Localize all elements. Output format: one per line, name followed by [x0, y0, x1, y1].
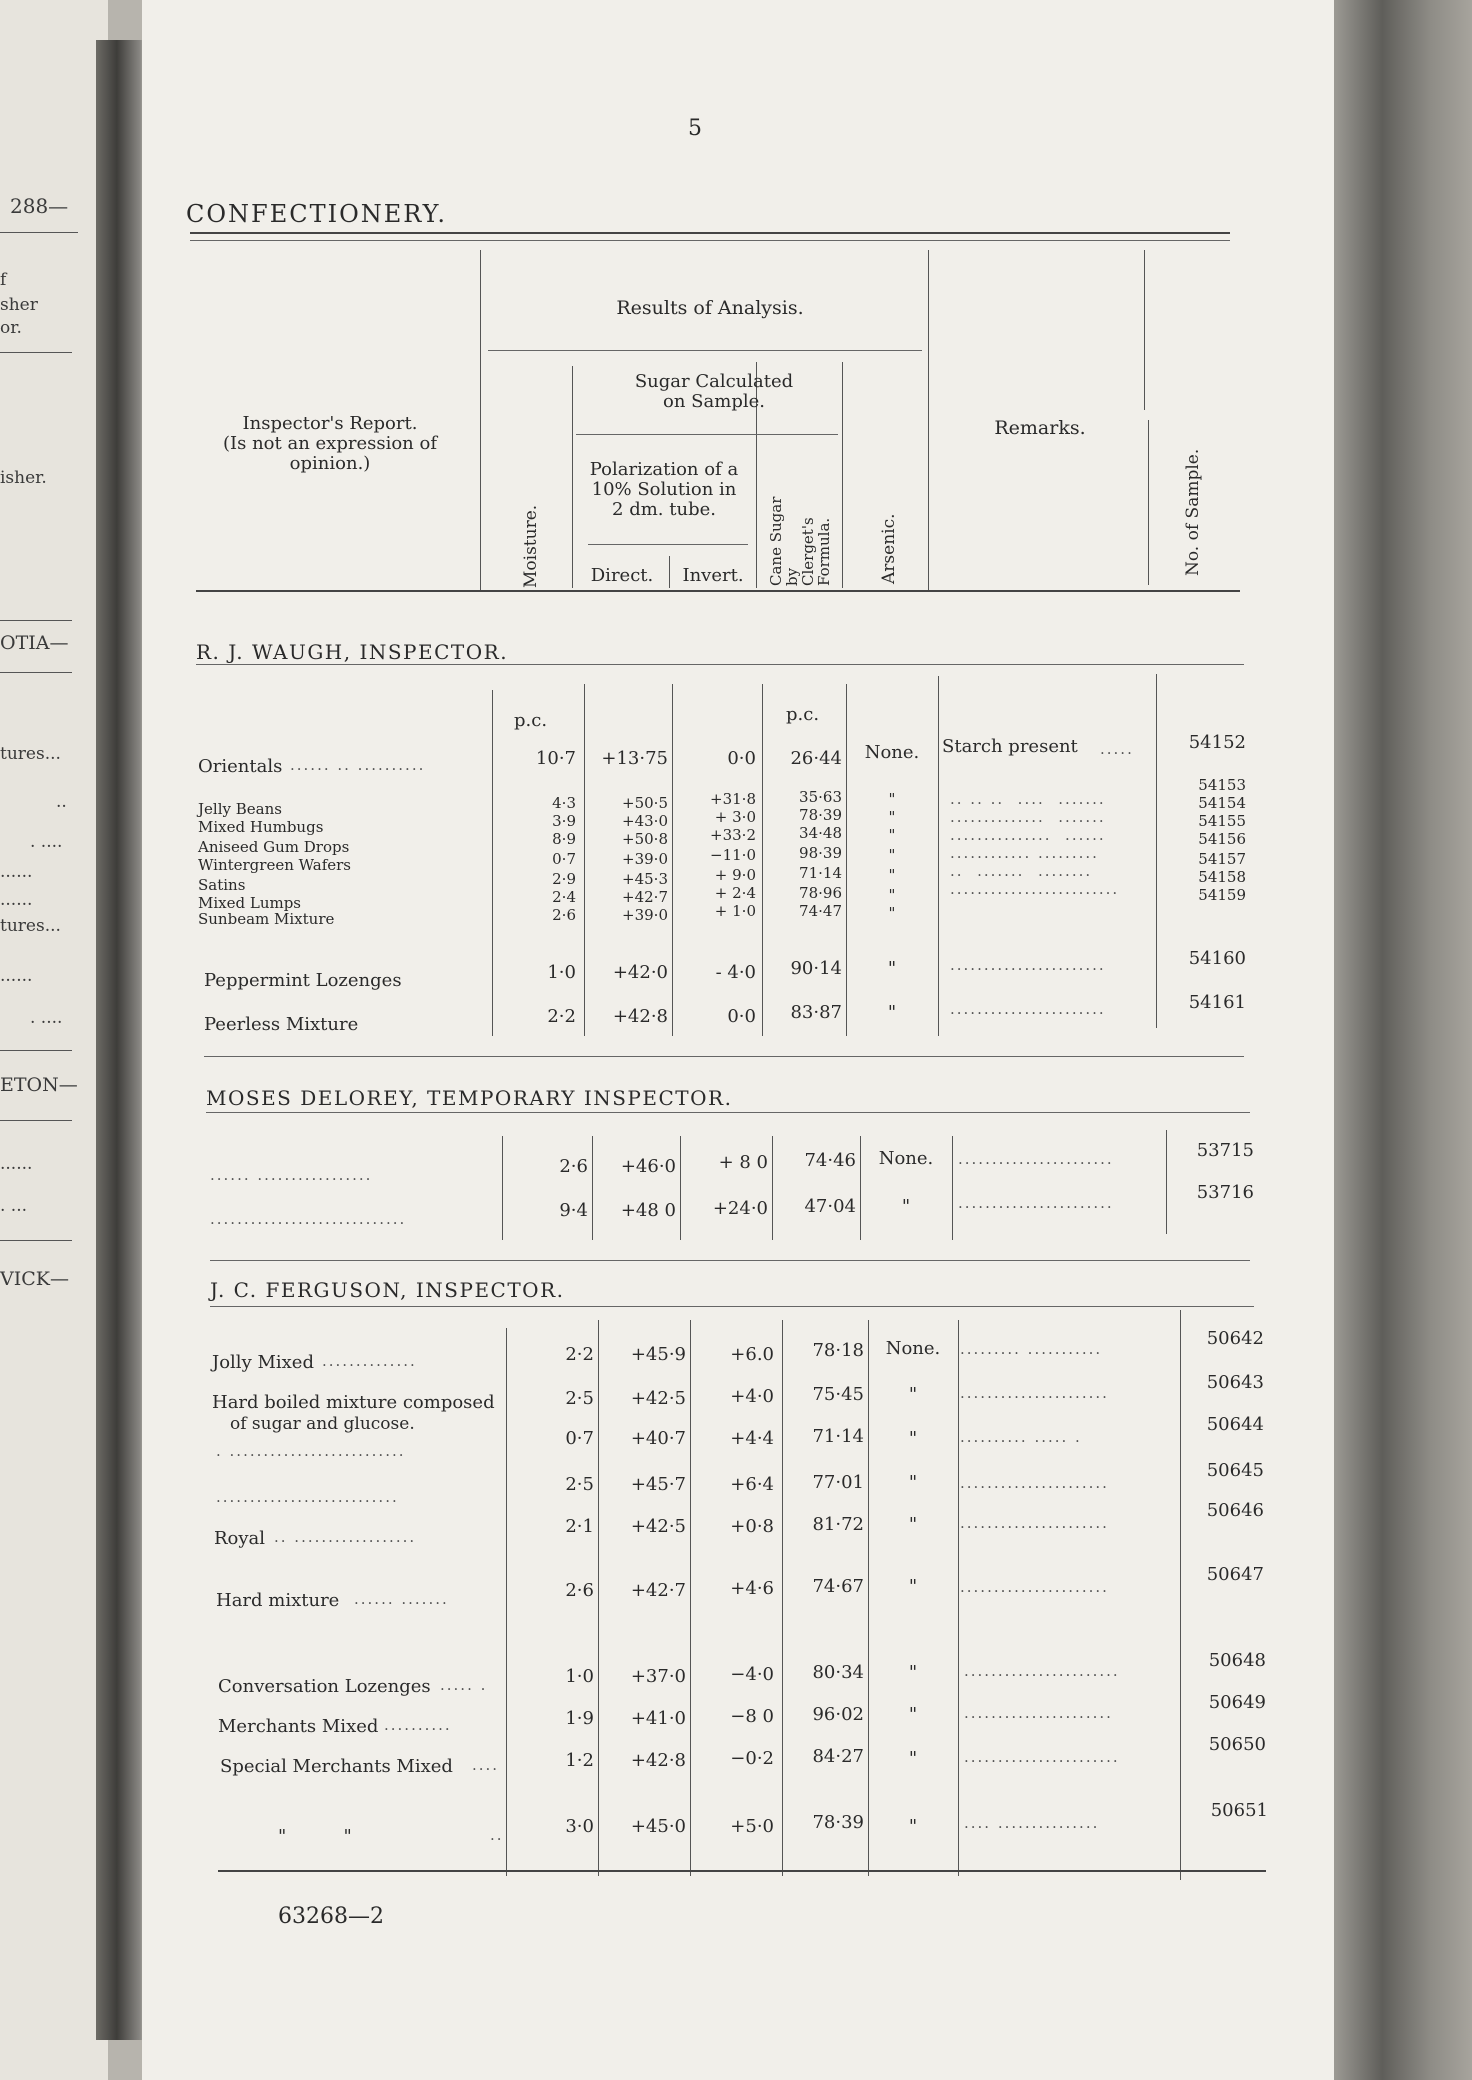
- col-divider: [680, 1136, 681, 1240]
- sample-number: 54161: [1188, 992, 1246, 1013]
- leader-dots: ...... .......: [354, 1590, 449, 1608]
- sample-number: 54154: [1198, 794, 1246, 812]
- left-fragment: ETON—: [0, 1074, 78, 1096]
- invert-value: + 8 0: [718, 1152, 768, 1173]
- moisture-value: 2·9: [552, 870, 576, 888]
- left-rule: [0, 352, 72, 353]
- leader-dots: .......................: [964, 1662, 1120, 1680]
- left-fragment: OTIA—: [0, 632, 69, 654]
- arsenic-value: ": [908, 1704, 918, 1725]
- left-fragment: ......: [0, 862, 33, 882]
- direct-value: +48 0: [620, 1200, 676, 1221]
- sample-name: Peppermint Lozenges: [204, 970, 402, 991]
- col-divider: [846, 684, 847, 1036]
- leader-dots: ..........: [384, 1716, 452, 1734]
- direct-value: +50·8: [622, 830, 668, 848]
- arsenic-value: None.: [864, 742, 920, 763]
- sample-number: 50643: [1206, 1372, 1264, 1393]
- leader-dots: ...... .. ..........: [290, 756, 426, 774]
- sample-name: Royal: [214, 1528, 266, 1549]
- col-divider: [584, 684, 585, 1036]
- leader-dots: .....: [1100, 740, 1134, 758]
- invert-value: 0·0: [727, 748, 756, 769]
- arsenic-value: ": [908, 1816, 918, 1837]
- moisture-value: 1·0: [547, 962, 576, 983]
- invert-value: +31·8: [710, 790, 756, 808]
- leader-dots: ....: [472, 1756, 500, 1774]
- direct-header: Direct.: [590, 565, 654, 586]
- sample-number: 50642: [1206, 1328, 1264, 1349]
- section-rule: [196, 664, 1244, 665]
- sample-name: Mixed Lumps: [198, 894, 302, 912]
- cane-sugar-value: 78·39: [799, 806, 842, 824]
- invert-value: + 3·0: [714, 808, 756, 826]
- sample-name: Satins: [198, 876, 246, 894]
- leader-dots: .......................: [958, 1194, 1114, 1212]
- sample-number: 50645: [1206, 1460, 1264, 1481]
- arsenic-value: ": [908, 1514, 918, 1535]
- col-divider: [1180, 1310, 1181, 1880]
- arsenic-value: ": [888, 846, 896, 864]
- moisture-value: 10·7: [535, 748, 576, 769]
- col-divider: [762, 684, 763, 1036]
- sample-name: Hard mixture: [216, 1590, 340, 1611]
- leader-dots: ..: [490, 1826, 504, 1844]
- sample-name: Jolly Mixed: [212, 1352, 314, 1373]
- col-divider: [690, 1320, 691, 1876]
- page-stack-edge: [1334, 0, 1472, 2080]
- invert-value: +24·0: [712, 1198, 768, 1219]
- direct-value: +45·0: [630, 1816, 686, 1837]
- left-rule: [0, 1050, 72, 1051]
- cane-sugar-value: 75·45: [812, 1384, 864, 1405]
- col-divider: [1156, 674, 1157, 1028]
- left-fragment: tures...: [0, 916, 61, 936]
- moisture-value: 2·1: [565, 1516, 594, 1537]
- left-fragment: ......: [0, 1154, 33, 1174]
- arsenic-value: ": [888, 904, 896, 922]
- col-divider: [1148, 420, 1149, 585]
- cane-sugar-value: 35·63: [799, 788, 842, 806]
- col-divider: [1144, 250, 1145, 410]
- section-rule: [210, 1306, 1254, 1307]
- leader-dots: .......................: [950, 1000, 1106, 1018]
- invert-value: +5·0: [730, 1816, 774, 1837]
- left-rule: [0, 620, 72, 621]
- leader-dots: ......................: [960, 1514, 1109, 1532]
- inspector-report-header: Inspector's Report. (Is not an expression of opinion.): [223, 413, 437, 474]
- leader-dots: .............................: [210, 1210, 407, 1228]
- cane-sugar-value: 98·39: [799, 844, 842, 862]
- header-bottom-rule: [196, 590, 1240, 592]
- direct-value: +39·0: [622, 906, 668, 924]
- invert-value: +4·4: [730, 1428, 774, 1449]
- arsenic-value: ": [888, 790, 896, 808]
- unit-label: p.c.: [786, 704, 820, 725]
- invert-value: + 2·4: [714, 884, 756, 902]
- invert-value: 0·0: [727, 1006, 756, 1027]
- direct-value: +37·0: [630, 1666, 686, 1687]
- moisture-value: 2·2: [547, 1006, 576, 1027]
- direct-value: +39·0: [622, 850, 668, 868]
- results-rule: [488, 350, 922, 351]
- arsenic-value: ": [901, 1196, 911, 1217]
- results-header: Results of Analysis.: [616, 297, 804, 319]
- leader-dots: ......................: [960, 1578, 1109, 1596]
- col-divider: [506, 1328, 507, 1876]
- invert-value: +4·6: [730, 1578, 774, 1599]
- polarization-header: Polarization of a 10% Solution in 2 dm. tube.: [589, 459, 739, 520]
- left-fragment: VICK—: [0, 1268, 69, 1290]
- leader-dots: . ..........................: [216, 1442, 406, 1460]
- cane-sugar-value: 77·01: [812, 1472, 864, 1493]
- cane-sugar-value: 47·04: [804, 1196, 856, 1217]
- arsenic-value: ": [908, 1428, 918, 1449]
- left-rule: [0, 232, 78, 233]
- direct-value: +43·0: [622, 812, 668, 830]
- sample-number: 50644: [1206, 1414, 1264, 1435]
- remarks-header: Remarks.: [994, 417, 1086, 439]
- direct-value: +41·0: [630, 1708, 686, 1729]
- cane-sugar-value: 78·39: [812, 1812, 864, 1833]
- leader-dots: .......................: [950, 956, 1106, 974]
- sample-name: Conversation Lozenges: [218, 1676, 431, 1697]
- left-fragment: . ....: [30, 832, 63, 852]
- arsenic-value: ": [888, 808, 896, 826]
- leader-dots: ......... ...........: [960, 1340, 1103, 1358]
- leader-dots: ......................: [964, 1704, 1113, 1722]
- cane-sugar-value: 71·14: [799, 864, 842, 882]
- sample-name: Jelly Beans: [198, 800, 282, 818]
- section-rule: [206, 1112, 1250, 1113]
- sample-number: 54157: [1198, 850, 1246, 868]
- left-page-number: 288—: [10, 194, 69, 218]
- left-fragment: . ...: [0, 1196, 28, 1216]
- sample-number: 50650: [1208, 1734, 1266, 1755]
- arsenic-value: ": [908, 1748, 918, 1769]
- direct-value: +45·7: [630, 1474, 686, 1495]
- section-rule: [210, 1260, 1250, 1261]
- invert-value: +6.0: [730, 1344, 774, 1365]
- leader-dots: .. ..................: [274, 1528, 417, 1546]
- cane-sugar-value: 96·02: [812, 1704, 864, 1725]
- invert-value: + 9·0: [714, 866, 756, 884]
- sample-name: Orientals: [198, 756, 283, 777]
- cane-sugar-value: 90·14: [790, 958, 842, 979]
- remarks-value: Starch present: [942, 736, 1078, 757]
- left-fragment: isher.: [0, 468, 47, 488]
- sample-number: 54152: [1188, 732, 1246, 753]
- arsenic-value: ": [888, 826, 896, 844]
- sample-name: Sunbeam Mixture: [198, 910, 335, 928]
- direct-value: +42·0: [612, 962, 668, 983]
- moisture-value: 1·2: [565, 1750, 594, 1771]
- left-fragment: sher: [0, 295, 38, 315]
- leader-dots: ..............: [322, 1352, 417, 1370]
- moisture-value: 3·0: [565, 1816, 594, 1837]
- sample-number-header: No. of Sample.: [1183, 448, 1203, 576]
- left-fragment: or.: [0, 318, 22, 338]
- invert-value: −8 0: [730, 1706, 774, 1727]
- sample-number: 50648: [1208, 1650, 1266, 1671]
- moisture-value: 9·4: [559, 1200, 588, 1221]
- cane-sugar-value: 83·87: [790, 1002, 842, 1023]
- sample-number: 54153: [1198, 776, 1246, 794]
- arsenic-value: ": [908, 1472, 918, 1493]
- leader-dots: .......................: [958, 1150, 1114, 1168]
- col-divider: [772, 1136, 773, 1240]
- table-top-rule: [190, 232, 1230, 234]
- cane-sugar-value: 81·72: [812, 1514, 864, 1535]
- moisture-value: 2·6: [552, 906, 576, 924]
- direct-value: +42·7: [630, 1580, 686, 1601]
- invert-value: −4·0: [730, 1664, 774, 1685]
- left-rule: [0, 672, 72, 673]
- moisture-value: 2·6: [565, 1580, 594, 1601]
- col-divider: [958, 1320, 959, 1876]
- invert-value: −11·0: [710, 846, 756, 864]
- col-divider: [598, 1320, 599, 1876]
- sugar-rule: [576, 434, 838, 435]
- direct-value: +42·7: [622, 888, 668, 906]
- footer-code: 63268—2: [278, 1904, 384, 1929]
- moisture-value: 4·3: [552, 794, 576, 812]
- direct-value: +42·8: [612, 1006, 668, 1027]
- direct-value: +42·5: [630, 1516, 686, 1537]
- direct-value: +13·75: [601, 748, 668, 769]
- sample-number: 50647: [1206, 1564, 1264, 1585]
- moisture-value: 1·9: [565, 1708, 594, 1729]
- moisture-value: 2·6: [559, 1156, 588, 1177]
- sample-number: 50646: [1206, 1500, 1264, 1521]
- left-fragment: f: [0, 270, 7, 290]
- col-divider: [860, 1136, 861, 1240]
- sample-number: 54160: [1188, 948, 1246, 969]
- table-top-rule: [190, 240, 1230, 241]
- sample-name: Aniseed Gum Drops: [198, 838, 350, 856]
- leader-dots: .... ...............: [964, 1814, 1100, 1832]
- section-title: CONFECTIONERY.: [186, 200, 447, 228]
- leader-dots: ......................: [960, 1474, 1109, 1492]
- leader-dots: ......................: [960, 1384, 1109, 1402]
- cane-sugar-value: 78·96: [799, 884, 842, 902]
- sugar-calculated-header: Sugar Calculated on Sample.: [634, 371, 794, 412]
- cane-sugar-value: 80·34: [812, 1662, 864, 1683]
- book-gutter: [96, 40, 148, 2040]
- moisture-value: 2·4: [552, 888, 576, 906]
- sample-name: Peerless Mixture: [204, 1014, 359, 1035]
- sample-number: 50649: [1208, 1692, 1266, 1713]
- left-fragment: tures...: [0, 744, 61, 764]
- moisture-value: 3·9: [552, 812, 576, 830]
- left-fragment: ......: [0, 890, 33, 910]
- sample-number: 54158: [1198, 868, 1246, 886]
- col-divider: [952, 1136, 953, 1240]
- section-rule: [204, 1056, 1244, 1057]
- direct-value: +50·5: [622, 794, 668, 812]
- invert-header: Invert.: [682, 565, 744, 586]
- page-number: 5: [688, 116, 702, 141]
- direct-value: +42·8: [630, 1750, 686, 1771]
- moisture-value: 2·5: [565, 1388, 594, 1409]
- moisture-value: 0·7: [565, 1428, 594, 1449]
- cane-sugar-header: Cane Sugar by Clerget's Formula.: [767, 496, 833, 586]
- sample-name: Mixed Humbugs: [198, 818, 324, 836]
- arsenic-value: None.: [878, 1148, 934, 1169]
- table-bottom-rule: [218, 1870, 1266, 1872]
- col-divider: [672, 684, 673, 1036]
- arsenic-value: ": [887, 1002, 897, 1023]
- polar-rule: [588, 544, 748, 545]
- sample-name-ditto: " ": [278, 1826, 352, 1847]
- cane-sugar-value: 71·14: [812, 1426, 864, 1447]
- direct-value: +40·7: [630, 1428, 686, 1449]
- moisture-header: Moisture.: [521, 504, 541, 588]
- col-divider: [592, 1136, 593, 1240]
- arsenic-value: ": [888, 886, 896, 904]
- col-divider: [868, 1320, 869, 1876]
- leader-dots: .......................: [964, 1748, 1120, 1766]
- leader-dots: ...........................: [216, 1488, 399, 1506]
- sample-number: 54159: [1198, 886, 1246, 904]
- direct-value: +45·3: [622, 870, 668, 888]
- arsenic-value: ": [887, 958, 897, 979]
- col-divider: [480, 250, 481, 590]
- leader-dots: ...... .................: [210, 1166, 373, 1184]
- cane-sugar-value: 74·67: [812, 1576, 864, 1597]
- leader-dots: ..... .: [440, 1676, 488, 1694]
- left-rule: [0, 1120, 72, 1121]
- moisture-value: 2·5: [565, 1474, 594, 1495]
- left-fragment: ......: [0, 966, 33, 986]
- leader-dots: .......... ..... .: [960, 1428, 1082, 1446]
- sample-number: 53715: [1196, 1140, 1254, 1161]
- col-divider: [492, 690, 493, 1036]
- col-divider: [842, 362, 843, 588]
- unit-label: p.c.: [514, 710, 548, 731]
- inspector-heading: R. J. WAUGH, INSPECTOR.: [196, 640, 509, 664]
- col-divider: [938, 676, 939, 1036]
- col-divider: [782, 1320, 783, 1876]
- invert-value: - 4·0: [715, 962, 756, 983]
- sample-number: 54156: [1198, 830, 1246, 848]
- direct-value: +46·0: [620, 1156, 676, 1177]
- arsenic-value: ": [908, 1576, 918, 1597]
- invert-value: +6·4: [730, 1474, 774, 1495]
- col-divider: [928, 250, 929, 590]
- sample-name-continued: of sugar and glucose.: [230, 1414, 415, 1434]
- moisture-value: 0·7: [552, 850, 576, 868]
- sample-name: Special Merchants Mixed: [220, 1756, 453, 1777]
- arsenic-value: ": [888, 866, 896, 884]
- sample-name: Merchants Mixed: [218, 1716, 379, 1737]
- inspector-heading: J. C. FERGUSON, INSPECTOR.: [210, 1278, 565, 1302]
- leader-dots: .. .. .. .... ....... .............. ....... ............... ...... ............ ......... .. ....... ........ .........................: [950, 790, 1120, 898]
- sample-number: 50651: [1210, 1800, 1268, 1821]
- invert-value: +33·2: [710, 826, 756, 844]
- invert-value: +4·0: [730, 1386, 774, 1407]
- arsenic-value: ": [908, 1662, 918, 1683]
- cane-sugar-value: 34·48: [799, 824, 842, 842]
- left-fragment: ..: [56, 792, 67, 812]
- arsenic-value: ": [908, 1384, 918, 1405]
- moisture-value: 1·0: [565, 1666, 594, 1687]
- cane-sugar-value: 74·47: [799, 902, 842, 920]
- left-fragment: . ....: [30, 1008, 63, 1028]
- moisture-value: 8·9: [552, 830, 576, 848]
- cane-sugar-value: 78·18: [812, 1340, 864, 1361]
- cane-sugar-value: 26·44: [790, 748, 842, 769]
- left-rule: [0, 1240, 72, 1241]
- direct-value: +42·5: [630, 1388, 686, 1409]
- inspector-heading: MOSES DELOREY, TEMPORARY INSPECTOR.: [206, 1086, 733, 1110]
- col-divider: [1166, 1130, 1167, 1234]
- moisture-value: 2·2: [565, 1344, 594, 1365]
- sample-name: Hard boiled mixture composed: [212, 1392, 495, 1413]
- invert-value: +0·8: [730, 1516, 774, 1537]
- cane-sugar-value: 74·46: [804, 1150, 856, 1171]
- invert-value: −0·2: [730, 1748, 774, 1769]
- sample-number: 53716: [1196, 1182, 1254, 1203]
- direct-value: +45·9: [630, 1344, 686, 1365]
- sample-number: 54155: [1198, 812, 1246, 830]
- sample-name: Wintergreen Wafers: [198, 856, 351, 874]
- arsenic-header: Arsenic.: [879, 513, 899, 584]
- invert-value: + 1·0: [714, 902, 756, 920]
- arsenic-value: None.: [885, 1338, 941, 1359]
- col-divider: [502, 1136, 503, 1240]
- cane-sugar-value: 84·27: [812, 1746, 864, 1767]
